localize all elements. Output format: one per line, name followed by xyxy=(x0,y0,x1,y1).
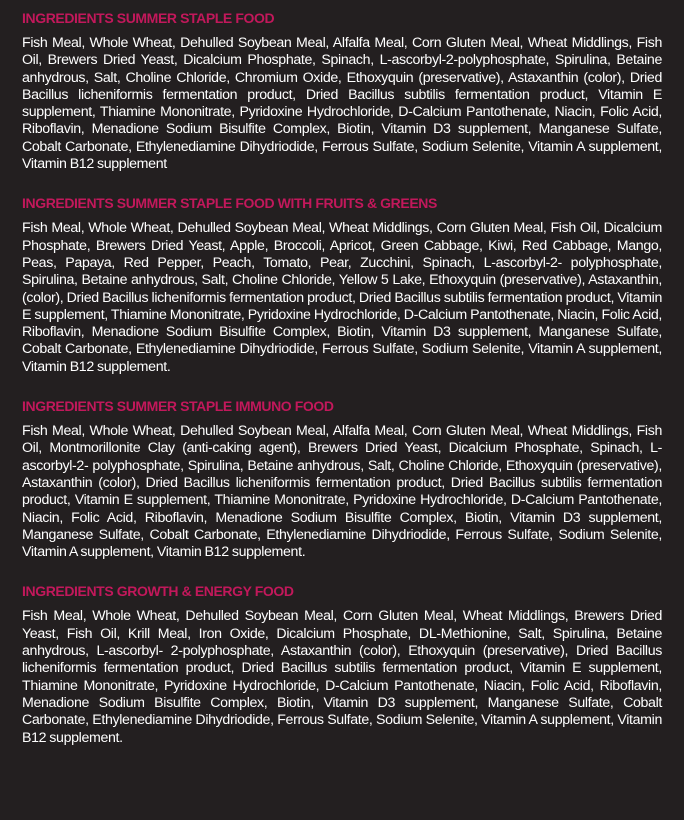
section-title: INGREDIENTS GROWTH & ENERGY FOOD xyxy=(22,583,294,600)
ingredients-section-immuno xyxy=(22,398,662,561)
ingredients-section-summer-staple xyxy=(22,10,662,173)
ingredients-section-fruits-greens xyxy=(22,195,662,376)
section-title: INGREDIENTS SUMMER STAPLE IMMUNO FOOD xyxy=(22,398,334,415)
ingredients-section-growth-energy xyxy=(22,583,662,746)
ingredients-list: Fish Meal, Whole Wheat, Dehulled Soybean Meal, Alfalfa Meal, Corn Gluten Meal, Wheat Middlings, Fish Oil, Montmorillonite Clay (anti-caking agent), Brewers Dried Yeast, Dicalcium Phosphate, Spinach, L-ascorbyl-2- polyphosphate, Spirulina, Betaine anhydrous, Salt, Choline Chloride, Ethoxyquin (preservative), Astaxanthin (color), Dried Bacillus licheniformis fermentation product, Dried Bacillus subtilis fermentation product, Vitamin E supplement, Thiamine Mononitrate, Pyridoxine Hydrochloride, D-Calcium Pantothenate, Niacin, Folic Acid, Riboflavin, Menadione Sodium Bisulfite Complex, Biotin, Vitamin D3 supplement, Manganese Sulfate, Cobalt Carbonate, Ethylenediamine Dihydriodide, Ferrous Sulfate, Sodium Selenite, Vitamin A supplement, Vitamin B12 supplement. xyxy=(22,423,662,561)
section-title: INGREDIENTS SUMMER STAPLE FOOD xyxy=(22,10,275,26)
ingredients-list: Fish Meal, Whole Wheat, Dehulled Soybean Meal, Alfalfa Meal, Corn Gluten Meal, Wheat Middlings, Fish Oil, Brewers Dried Yeast, Dicalcium Phosphate, Spinach, L-ascorbyl-2-polyphosphate, Spirulina, Betaine anhydrous, Salt, Choline Chloride, Chromium Oxide, Ethoxyquin (preservative), Astaxanthin (color), Dried Bacillus licheniformis fermentation product, Dried Bacillus subtilis fermentation product, Vitamin E supplement, Thiamine Mononitrate, Pyridoxine Hydrochloride, D-Calcium Pantothenate, Niacin, Folic Acid, Riboflavin, Menadione Sodium Bisulfite Complex, Biotin, Vitamin D3 supplement, Manganese Sulfate, Cobalt Carbonate, Ethylenediamine Dihydriodide, Ferrous Sulfate, Sodium Selenite, Vitamin A supplement, Vitamin B12 supplement xyxy=(22,35,662,173)
ingredients-list: Fish Meal, Whole Wheat, Dehulled Soybean Meal, Corn Gluten Meal, Wheat Middlings, Brewers Dried Yeast, Fish Oil, Krill Meal, Iron Oxide, Dicalcium Phosphate, DL-Methionine, Salt, Spirulina, Betaine anhydrous, L-ascorbyl- 2-polyphosphate, Astaxanthin (color), Ethoxyquin (preservative), Dried Bacillus licheniformis fermentation product, Dried Bacillus subtilis fermentation product, Vitamin E supplement, Thiamine Mononitrate, Pyridoxine Hydrochloride, D-Calcium Pantothenate, Niacin, Folic Acid, Riboflavin, Menadione Sodium Bisulfite Complex, Biotin, Vitamin D3 supplement, Manganese Sulfate, Cobalt Carbonate, Ethylenediamine Dihydriodide, Ferrous Sulfate, Sodium Selenite, Vitamin A supplement, Vitamin B12 supplement. xyxy=(22,608,662,746)
section-title: INGREDIENTS SUMMER STAPLE FOOD WITH FRUITS & GREENS xyxy=(22,195,437,212)
ingredients-list: Fish Meal, Whole Wheat, Dehulled Soybean Meal, Wheat Middlings, Corn Gluten Meal, Fish Oil, Dicalcium Phosphate, Brewers Dried Yeast, Apple, Broccoli, Apricot, Green Cabbage, Kiwi, Red Cabbage, Mango, Peas, Papaya, Red Pepper, Peach, Tomato, Pear, Zucchini, Spinach, L-ascorbyl-2- polyphosphate, Spirulina, Betaine anhydrous, Salt, Choline Chloride, Yellow 5 Lake, Ethoxyquin (preservative), Astaxanthin, (color), Dried Bacillus licheniformis fermentation product, Dried Bacillus subtilis fermentation product, Vitamin E supplement, Thiamine Mononitrate, Pyridoxine Hydrochloride, D-Calcium Pantothenate, Niacin, Folic Acid, Riboflavin, Menadione Sodium Bisulfite Complex, Biotin, Vitamin D3 supplement, Manganese Sulfate, Cobalt Carbonate, Ethylenediamine Dihydriodide, Ferrous Sulfate, Sodium Selenite, Vitamin A supplement, Vitamin B12 supplement. xyxy=(22,220,662,375)
